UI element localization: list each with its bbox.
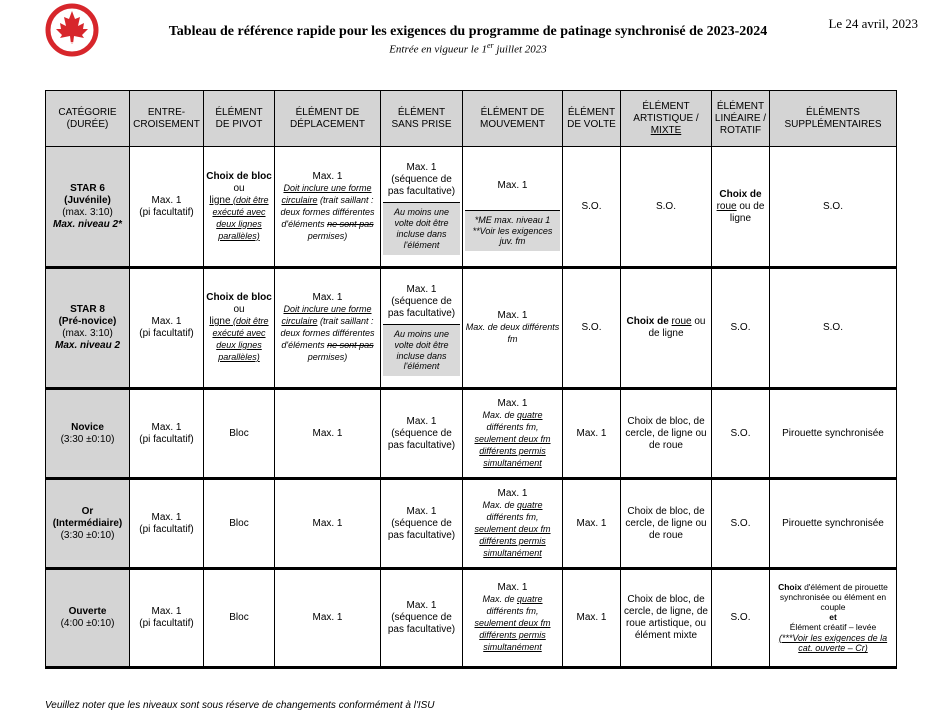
col-header: ÉLÉMENT ARTISTIQUE / MIXTE	[621, 91, 712, 147]
cell: Max. 1	[563, 479, 621, 569]
category-cell: STAR 6 (Juvénile) (max. 3:10) Max. niveau 2*	[46, 147, 130, 268]
table-row	[46, 268, 897, 389]
col-header: CATÉGORIE (DURÉE)	[46, 91, 130, 147]
cell: Choix de bloc, de cercle, de ligne ou de roue	[621, 479, 712, 569]
document-title: Tableau de référence rapide pour les exigences du programme de patinage synchronisé de 2023-2024	[168, 24, 768, 39]
cell: Pirouette synchronisée	[770, 479, 897, 569]
cell: S.O.	[712, 389, 770, 479]
cell: Choix de roue ou de ligne	[621, 268, 712, 389]
cell: S.O.	[563, 268, 621, 389]
category-cell: Or (Intermédiaire) (3:30 ±0:10)	[46, 479, 130, 569]
skate-canada-logo	[44, 2, 100, 58]
cell: Max. 1	[563, 389, 621, 479]
document-date: Le 24 avril, 2023	[828, 16, 918, 31]
table-row	[46, 569, 897, 668]
cell: Max. 1	[563, 569, 621, 668]
cell: Max. 1 (séquence de pas facultative) Au moins une volte doit être incluse dans l'élément	[381, 268, 463, 389]
col-header: ÉLÉMENT SANS PRISE	[381, 91, 463, 147]
cell: Max. 1 (séquence de pas facultative)	[381, 389, 463, 479]
cell: Choix de roue ou de ligne	[712, 147, 770, 268]
cell: Bloc	[204, 389, 275, 479]
requirements-table	[45, 90, 897, 669]
table-row	[46, 479, 897, 569]
cell: S.O.	[563, 147, 621, 268]
cell: Max. 1 Doit inclure une forme circulaire (trait saillant : deux formes différentes d'éléments ne sont pas permises)	[275, 147, 381, 268]
col-header: ÉLÉMENT DE PIVOT	[204, 91, 275, 147]
cell: Max. 1	[275, 569, 381, 668]
category-cell: Novice (3:30 ±0:10)	[46, 389, 130, 479]
cell: Max. 1	[275, 479, 381, 569]
cell: Max. 1 (séquence de pas facultative) Au moins une volte doit être incluse dans l'élément	[381, 147, 463, 268]
col-header: ÉLÉMENT DE MOUVEMENT	[463, 91, 563, 147]
col-header: ÉLÉMENT DE DÉPLACEMENT	[275, 91, 381, 147]
cell: S.O.	[770, 147, 897, 268]
category-cell: Ouverte (4:00 ±0:10)	[46, 569, 130, 668]
cell: S.O.	[712, 569, 770, 668]
cell: S.O.	[712, 479, 770, 569]
cell: Choix de bloc ou ligne (doit être exécuté avec deux lignes parallèles)	[204, 268, 275, 389]
cell: Max. 1 (pi facultatif)	[130, 479, 204, 569]
col-header: ÉLÉMENTS SUPPLÉMENTAIRES	[770, 91, 897, 147]
table-row	[46, 147, 897, 268]
col-header: ÉLÉMENT DE VOLTE	[563, 91, 621, 147]
category-cell: STAR 8 (Pré-novice) (max. 3:10) Max. niveau 2	[46, 268, 130, 389]
cell: Max. 1 Max. de quatre différents fm, seulement deux fm différents permis simultanément	[463, 569, 563, 668]
footer-note: Veuillez noter que les niveaux sont sous réserve de changements conformément à l'ISU	[45, 700, 435, 711]
cell: S.O.	[621, 147, 712, 268]
col-header: ÉLÉMENT LINÉAIRE / ROTATIF	[712, 91, 770, 147]
cell: Max. 1 (pi facultatif)	[130, 569, 204, 668]
cell: S.O.	[712, 268, 770, 389]
cell: Max. 1 Max. de quatre différents fm, seulement deux fm différents permis simultanément	[463, 479, 563, 569]
cell: Choix de bloc, de cercle, de ligne, de roue artistique, ou élément mixte	[621, 569, 712, 668]
cell: Max. 1 Max. de deux différents fm	[463, 268, 563, 389]
cell: Max. 1 (pi facultatif)	[130, 389, 204, 479]
cell: Choix de bloc ou ligne (doit être exécuté avec deux lignes parallèles)	[204, 147, 275, 268]
cell: Max. 1 (séquence de pas facultative)	[381, 569, 463, 668]
cell: Max. 1	[275, 389, 381, 479]
table-row	[46, 389, 897, 479]
col-header: ENTRE- CROISEMENT	[130, 91, 204, 147]
cell: Max. 1 (pi facultatif)	[130, 268, 204, 389]
document-subtitle: Entrée en vigueur le 1er juillet 2023	[389, 41, 547, 56]
cell: Max. 1 Max. de quatre différents fm, seulement deux fm différents permis simultanément	[463, 389, 563, 479]
cell: S.O.	[770, 268, 897, 389]
cell: Max. 1 *ME max. niveau 1 **Voir les exigences juv. fm	[463, 147, 563, 268]
cell: Choix d'élément de pirouette synchronisée ou élément en couple et Élément créatif – levée (***Voir les exigences de la cat. ouverte – Cr)	[770, 569, 897, 668]
cell: Pirouette synchronisée	[770, 389, 897, 479]
cell: Max. 1 Doit inclure une forme circulaire (trait saillant : deux formes différentes d'éléments ne sont pas permises)	[275, 268, 381, 389]
table-header-row	[46, 91, 897, 147]
cell: Bloc	[204, 479, 275, 569]
cell: Choix de bloc, de cercle, de ligne ou de roue	[621, 389, 712, 479]
cell: Bloc	[204, 569, 275, 668]
cell: Max. 1 (pi facultatif)	[130, 147, 204, 268]
cell: Max. 1 (séquence de pas facultative)	[381, 479, 463, 569]
